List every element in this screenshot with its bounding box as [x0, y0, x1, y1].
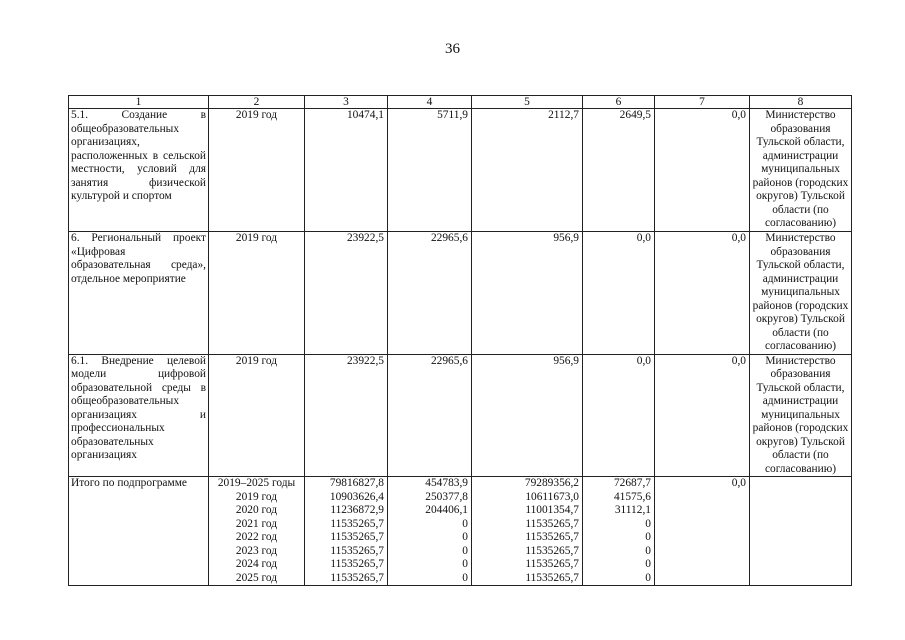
total-value: 11535265,7	[525, 571, 579, 584]
total-row	[69, 477, 852, 586]
value-col7: 0,0	[655, 232, 750, 355]
total-value: 41575,6	[613, 490, 651, 503]
total-value: 11535265,7	[330, 571, 384, 584]
value-col3: 23922,5	[305, 232, 388, 355]
total-value: 0	[645, 571, 651, 584]
total-period: 2019 год	[235, 490, 278, 503]
total-value: 11535265,7	[525, 531, 579, 543]
total-value: 10903626,4	[329, 490, 384, 503]
total-period: 2024 год	[235, 558, 278, 570]
table-row	[69, 354, 852, 477]
total-value: 454783,9	[425, 477, 468, 489]
period: 2019 год	[209, 109, 305, 232]
total-value: 0	[645, 517, 651, 530]
total-value: 0	[462, 571, 468, 584]
total-value: 11535265,7	[525, 544, 579, 557]
value-col4: 22965,6	[388, 232, 472, 355]
total-value: 10611673,0	[525, 490, 579, 503]
column-header: 2	[209, 96, 305, 109]
measure-name: 6.1. Внедрение целевой модели цифровой образовательной среды в общеобразовательных организациях и профессиональных образовательных организациях	[69, 354, 209, 477]
total-col6	[583, 477, 655, 586]
total-value: 0	[462, 558, 468, 570]
total-value: 0	[645, 544, 651, 557]
table-row	[69, 109, 852, 232]
total-value: 11535265,7	[525, 558, 579, 570]
total-value: 0	[645, 531, 651, 543]
total-col3	[305, 477, 388, 586]
total-value: 11535265,7	[330, 558, 384, 570]
value-col5: 2112,7	[472, 109, 583, 232]
total-value: 250377,8	[425, 490, 468, 503]
total-period: 2023 год	[235, 544, 278, 557]
period: 2019 год	[209, 232, 305, 355]
total-label: Итого по подпрограмме	[69, 477, 209, 586]
total-value: 31112,1	[614, 504, 651, 516]
total-period: 2020 год	[235, 504, 278, 516]
table-row	[69, 232, 852, 355]
executor: Министерство образования Тульской области, администрации муниципальных районов (городских округов) Тульской области (по согласованию)	[750, 232, 852, 355]
value-col3: 23922,5	[305, 354, 388, 477]
total-value: 0,0	[731, 477, 746, 489]
column-header: 6	[583, 96, 655, 109]
total-value: 204406,1	[425, 504, 468, 516]
total-value: 0	[462, 531, 468, 543]
column-header: 8	[750, 96, 852, 109]
value-col6: 2649,5	[583, 109, 655, 232]
page-number: 36	[445, 41, 460, 57]
measure-name: 5.1. Создание в общеобразовательных организациях, расположенных в сельской местности, условий для занятия физической культурой и спортом	[69, 109, 209, 232]
column-header: 5	[472, 96, 583, 109]
total-periods	[209, 477, 305, 586]
value-col4: 22965,6	[388, 354, 472, 477]
total-period: 2021 год	[235, 517, 278, 530]
value-col5: 956,9	[472, 232, 583, 355]
column-header: 4	[388, 96, 472, 109]
column-header: 7	[655, 96, 750, 109]
value-col7: 0,0	[655, 354, 750, 477]
budget-table	[68, 95, 852, 586]
value-col5: 956,9	[472, 354, 583, 477]
total-value: 0	[462, 517, 468, 530]
total-col5	[472, 477, 583, 586]
column-header: 1	[69, 96, 209, 109]
value-col6: 0,0	[583, 232, 655, 355]
total-executor	[750, 477, 852, 586]
total-value: 11001354,7	[525, 504, 579, 516]
total-col7	[655, 477, 750, 586]
total-value: 11535265,7	[330, 517, 384, 530]
executor: Министерство образования Тульской области, администрации муниципальных районов (городских округов) Тульской области (по согласованию)	[750, 109, 852, 232]
total-value: 11535265,7	[330, 531, 384, 543]
total-value: 11236872,9	[330, 504, 384, 516]
value-col6: 0,0	[583, 354, 655, 477]
value-col7: 0,0	[655, 109, 750, 232]
total-value: 0	[462, 544, 468, 557]
value-col4: 5711,9	[388, 109, 472, 232]
total-value: 72687,7	[613, 477, 651, 489]
total-value: 79816827,8	[329, 477, 384, 489]
value-col3: 10474,1	[305, 109, 388, 232]
total-period: 2019–2025 годы	[217, 477, 296, 489]
total-col4	[388, 477, 472, 586]
total-value: 11535265,7	[525, 517, 579, 530]
total-period: 2022 год	[235, 531, 278, 543]
column-header-row	[69, 96, 852, 109]
column-header: 3	[305, 96, 388, 109]
total-value: 11535265,7	[330, 544, 384, 557]
total-value: 79289356,2	[524, 477, 579, 489]
total-value: 0	[645, 558, 651, 570]
total-period: 2025 год	[235, 571, 278, 584]
measure-name: 6. Региональный проект «Цифровая образовательная среда», отдельное мероприятие	[69, 232, 209, 355]
executor: Министерство образования Тульской области, администрации муниципальных районов (городских округов) Тульской области (по согласованию)	[750, 354, 852, 477]
period: 2019 год	[209, 354, 305, 477]
